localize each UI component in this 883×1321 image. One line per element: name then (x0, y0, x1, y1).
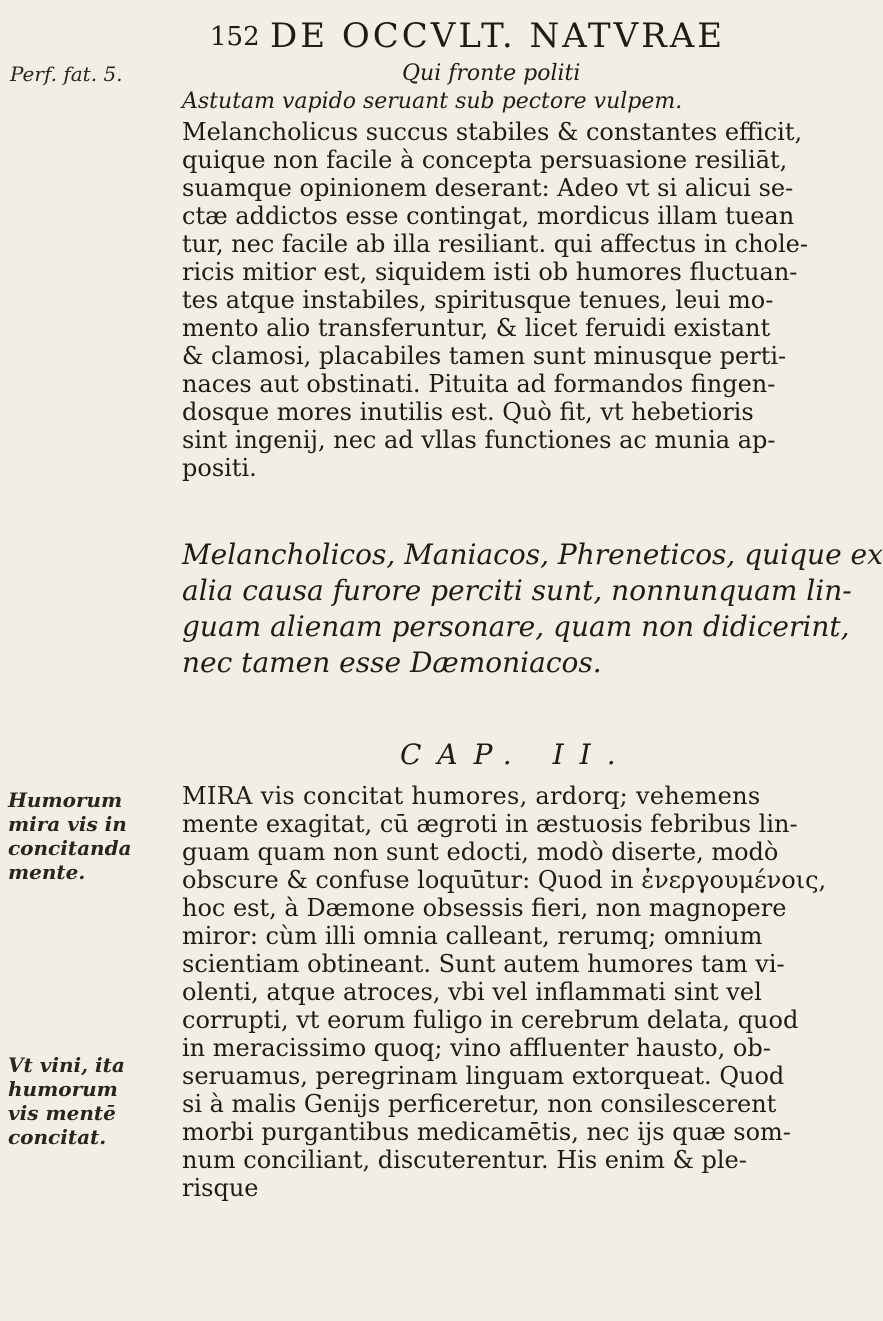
text-line: in meracissimo quoq; vino affluenter hausto, ob- (182, 1034, 771, 1062)
epigraph-line: Astutam vapido seruant sub pectore vulpem. (182, 89, 683, 114)
margin-note-humorum (8, 788, 178, 884)
text-line: corrupti, vt eorum fuligo in cerebrum delata, quod (182, 1006, 799, 1034)
text-line: MIRA vis concitat humores, ardorq; vehemens (182, 782, 761, 810)
text-line: num conciliant, discuterentur. His enim & ple- (182, 1146, 747, 1174)
paragraph-melancholicus (182, 118, 808, 482)
margin-line: concitanda (8, 836, 132, 860)
text-line: si à malis Genijs perficeretur, non consilescerent (182, 1090, 777, 1118)
text-line: naces aut obstinati. Pituita ad formandos fingen- (182, 370, 776, 398)
text-line: quique non facile à concepta persuasione resiliāt, (182, 146, 788, 174)
margin-line: Vt vini, ita (8, 1053, 125, 1077)
thesis-line: alia causa furore perciti sunt, nonnunquam lin- (182, 574, 852, 607)
text-line: positi. (182, 454, 257, 482)
margin-line: mente. (8, 860, 86, 884)
thesis-line: Melancholicos, Maniacos, Phreneticos, quique ex (182, 538, 883, 571)
text-line: Melancholicus succus stabiles & constantes efficit, (182, 118, 803, 146)
epigraph (182, 60, 782, 116)
text-line: dosque mores inutilis est. Quò fit, vt hebetioris (182, 398, 754, 426)
margin-note-vini (8, 1053, 178, 1149)
text-line: seruamus, peregrinam linguam extorqueat. Quod (182, 1062, 785, 1090)
text-line: mento alio transferuntur, & licet feruidi existant (182, 314, 771, 342)
text-line: ctæ addictos esse contingat, mordicus illam tuean (182, 202, 795, 230)
chapter-heading: CAP. II. (400, 738, 632, 771)
text-line: hoc est, à Dæmone obsessis fieri, non magnopere (182, 894, 787, 922)
margin-line: humorum (8, 1077, 118, 1101)
text-line: scientiam obtineant. Sunt autem humores tam vi- (182, 950, 785, 978)
text-line: mente exagitat, cū ægroti in æstuosis febribus lin- (182, 810, 798, 838)
epigraph-line: Qui fronte politi (402, 61, 581, 86)
margin-line: mira vis in (8, 812, 127, 836)
text-line: obscure & confuse loquūtur: Quod in ἐνεργουμένοις, (182, 866, 827, 894)
text-line: morbi purgantibus medicamētis, nec ijs quæ som- (182, 1118, 791, 1146)
chapter-thesis (182, 537, 883, 681)
page-number: 152 (210, 22, 260, 52)
text-line: tes atque instabiles, spiritusque tenues, leui mo- (182, 286, 774, 314)
margin-line: vis mentē (8, 1101, 116, 1125)
page-header (0, 14, 800, 60)
running-title: DE OCCVLT. NATVRAE (270, 16, 726, 56)
paragraph-mira-vis (182, 782, 827, 1202)
text-line: risque (182, 1174, 259, 1202)
text-line: guam quam non sunt edocti, modò diserte, modò (182, 838, 779, 866)
text-line: suamque opinionem deserant: Adeo vt si alicui se- (182, 174, 794, 202)
text-line: sint ingenij, nec ad vllas functiones ac munia ap- (182, 426, 776, 454)
margin-line: concitat. (8, 1125, 107, 1149)
text-line: olenti, atque atroces, vbi vel inflammati sint vel (182, 978, 762, 1006)
text-line: tur, nec facile ab illa resiliant. qui affectus in chole- (182, 230, 808, 258)
thesis-line: guam alienam personare, quam non didicerint, (182, 610, 850, 643)
text-line: miror: cùm illi omnia calleant, rerumq; omnium (182, 922, 763, 950)
text-line: ricis mitior est, siquidem isti ob humores fluctuan- (182, 258, 798, 286)
text-line: & clamosi, placabiles tamen sunt minusque perti- (182, 342, 787, 370)
margin-line: Humorum (8, 788, 123, 812)
thesis-line: nec tamen esse Dæmoniacos. (182, 646, 602, 679)
margin-note-reference: Perf. fat. 5. (10, 62, 123, 86)
